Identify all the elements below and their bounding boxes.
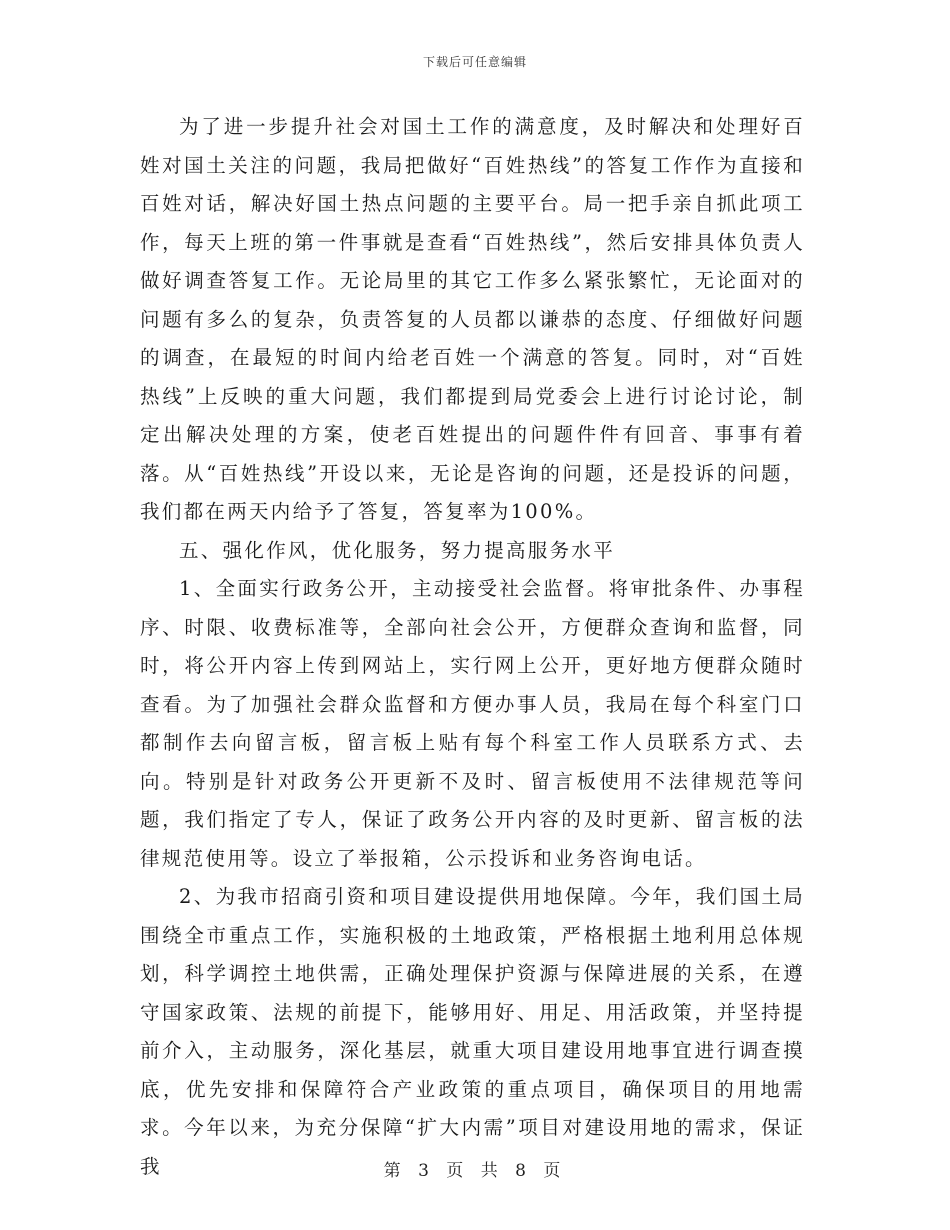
page-header: 下载后可任意编辑 xyxy=(422,55,527,69)
paragraph-land-supply: 2、为我市招商引资和项目建设提供用地保障。今年，我们国土局围绕全市重点工作，实施积极的土地政策，严格根据土地利用总体规划，科学调控土地供需，正确处理保护资源与保障进展的关系，在遵守国家政策、法规的前提下，能够用好、用足、用活政策，并坚持提前介入，主动服务，深化基层，就重大项目建设用地事宜进行调查摸底，优先安排和保障符合产业政策的重点项目，确保项目的用地需求。今年以来，为充分保障“扩大内需”项目对建设用地的需求，保证我 xyxy=(140,885,805,1178)
section-heading: 五、强化作风，优化服务，努力提高服务水平 xyxy=(179,538,616,562)
paragraph-hotline: 为了进一步提升社会对国土工作的满意度，及时解决和处理好百姓对国土关注的问题，我局把做好“百姓热线”的答复工作作为直接和百姓对话，解决好国土热点问题的主要平台。局一把手亲自抓此项工作，每天上班的第一件事就是查看“百姓热线”，然后安排具体负责人做好调查答复工作。无论局里的其它工作多么紧张繁忙，无论面对的问题有多么的复杂，负责答复的人员都以谦恭的态度、仔细做好问题的调查，在最短的时间内给老百姓一个满意的答复。同时，对“百姓热线”上反映的重大问题，我们都提到局党委会上进行讨论讨论，制定出解决处理的方案，使老百姓提出的问题件件有回音、事事有着落。从“百姓热线”开设以来，无论是咨询的问题，还是投诉的问题，我们都在两天内给予了答复，答复率为100%。 xyxy=(140,115,805,523)
page-number: 第 3 页 共 8 页 xyxy=(383,1161,567,1181)
paragraph-transparency: 1、全面实行政务公开，主动接受社会监督。将审批条件、办事程序、时限、收费标准等，全部向社会公开，方便群众查询和监督，同时，将公开内容上传到网站上，实行网上公开，更好地方便群众随时查看。为了加强社会群众监督和方便办事人员，我局在每个科室门口都制作去向留言板，留言板上贴有每个科室工作人员联系方式、去向。特别是针对政务公开更新不及时、留言板使用不法律规范等问题，我们指定了专人，保证了政务公开内容的及时更新、留言板的法律规范使用等。设立了举报箱，公示投诉和业务咨询电话。 xyxy=(140,577,805,870)
document-body xyxy=(140,108,805,1186)
